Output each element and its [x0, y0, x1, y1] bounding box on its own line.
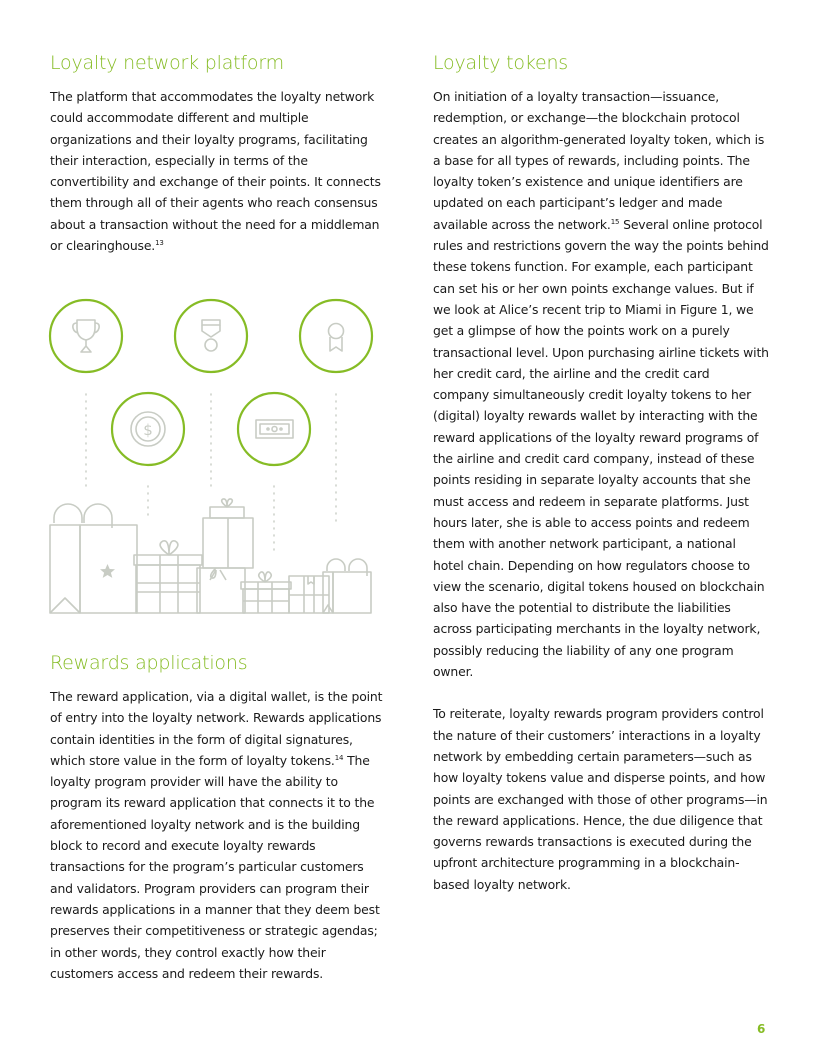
- small-gift-box: [241, 572, 329, 613]
- column-left: [50, 50, 386, 256]
- paragraph-tokens-1: [433, 86, 769, 682]
- award-circle: [300, 300, 372, 372]
- star-icon: [100, 564, 115, 578]
- page-number: 6: [757, 1022, 766, 1036]
- paragraph-platform: [50, 86, 386, 256]
- section-rewards-applications: [50, 650, 386, 984]
- footnote-ref-15: 15: [610, 217, 620, 226]
- heading-rewards-applications: Rewards applications: [50, 652, 248, 674]
- paragraph-tokens-2: To reiterate, loyalty rewards program providers control the nature of their customers’ interactions in a loyalty network by embedding certain parameters—such as how loyalty tokens value and disperse points, and how points are exchanged with those of other programs—in the reward applications. Hence, the due diligence that governs rewards transactions is executed during the upfront architecture programming in a blockchain-based loyalty network.: [433, 706, 768, 892]
- rewards-body-part1: The reward application, via a digital wallet, is the point of entry into the loyalty network. Rewards applications contain identities in the form of digital signatures, which store value in the form of loyalty tokens.: [50, 689, 383, 768]
- trophy-icon: [73, 320, 99, 352]
- loyalty-rewards-illustration: [44, 296, 378, 626]
- shopping-bag-right: [323, 559, 371, 613]
- medal-circle: [175, 300, 247, 372]
- award-ribbon-icon: [329, 324, 344, 352]
- heading-loyalty-tokens: Loyalty tokens: [433, 52, 569, 74]
- paragraph-spacer: [433, 682, 769, 703]
- column-right: [433, 50, 769, 895]
- paragraph-rewards: [50, 686, 386, 984]
- trophy-circle: [50, 300, 122, 372]
- tokens-body-part2: Several online protocol rules and restrictions govern the way the points behind these tokens function. For example, each participant can set his or her own points exchange values. But if we look at Alice’s recent trip to Miami in Figure 1, we get a glimpse of how the points work on a purely transactional level. Upon purchasing airline tickets with her credit card, the airline and the credit card company simultaneously credit loyalty tokens to her (digital) loyalty rewards wallet by interacting with the reward applications of the loyalty reward programs of the airline and credit card company, instead of these points residing in separate loyalty accounts that she must access and redeem in separate platforms. Just hours later, she is able to access points and redeem them with another network participant, a national hotel chain. Depending on how regulators choose to view the scenario, digital tokens housed on blockchain also have the potential to distribute the liabilities across participating merchants in the loyalty network, possibly reducing the liability of any one program owner.: [433, 216, 769, 680]
- footnote-ref-13: 13: [155, 239, 164, 248]
- medal-icon: [202, 320, 220, 351]
- banknote-icon: [256, 420, 293, 438]
- heading-loyalty-network-platform: Loyalty network platform: [50, 52, 284, 74]
- tall-gift-box: [197, 499, 253, 613]
- shopping-bag-left: [50, 504, 137, 613]
- rewards-body-part2: The loyalty program provider will have the ability to program its reward application that connects it to the aforementioned loyalty network and is the building block to record and execute loyalty rewards transactions for the program’s particular customers and validators. Program providers can program their rewards applications in a manner that they deem best preserves their competitiveness or strategic agendas; in other words, they control exactly how their customers access and redeem their rewards.: [50, 752, 380, 981]
- banknote-circle: [238, 393, 310, 465]
- dollar-sign: $: [143, 421, 153, 439]
- platform-body: The platform that accommodates the loyalty network could accommodate different and multiple organizations and their loyalty programs, facilitating their interaction, especially in terms of the convertibility and exchange of their points. It connects them through all of their agents who reach consensus about a transaction without the need for a middleman or clearinghouse.: [50, 89, 381, 254]
- footnote-ref-14: 14: [334, 753, 344, 762]
- tokens-body-part1: On initiation of a loyalty transaction—issuance, redemption, or exchange—the blockchain protocol creates an algorithm-generated loyalty token, which is a base for all types of rewards, including points. The loyalty token’s existence and unique identifiers are updated on each participant’s ledger and made available across the network.: [433, 89, 765, 232]
- gift-box: [134, 541, 202, 613]
